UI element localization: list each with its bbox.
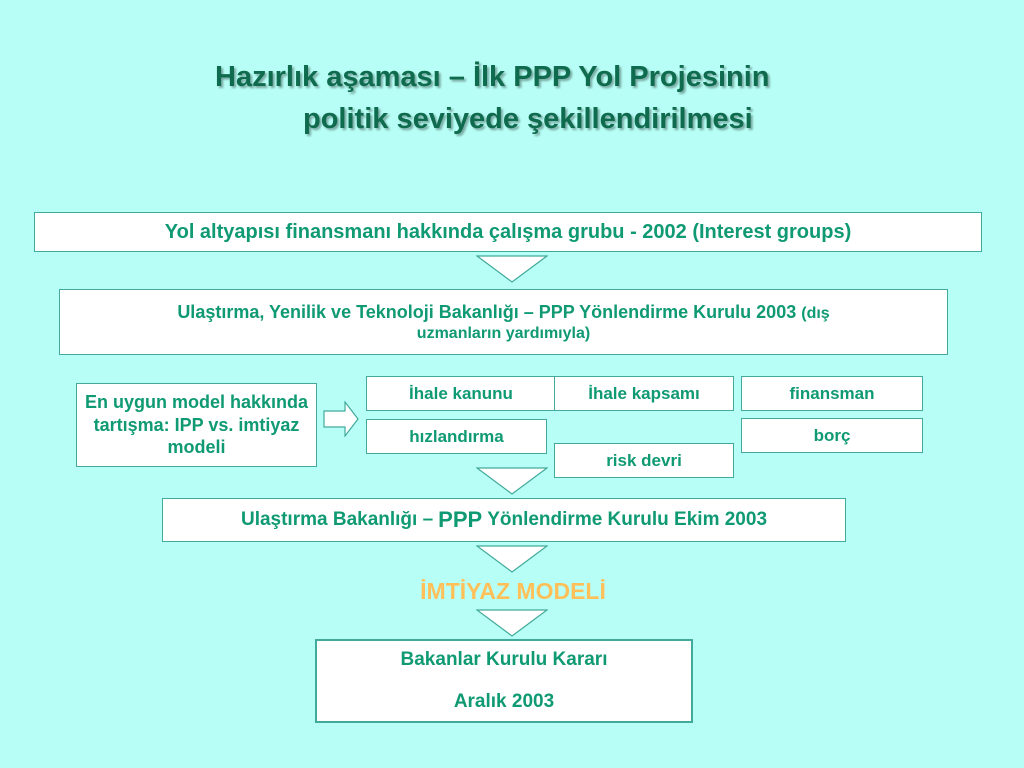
arrow-down-1 <box>476 255 548 283</box>
model-discussion-box <box>76 383 317 467</box>
cabinet-decision-title: Bakanlar Kurulu Kararı <box>400 649 608 671</box>
ministry-2003-post: Yönlendirme Kurulu Ekim 2003 <box>487 509 768 531</box>
cabinet-decision-date: Aralık 2003 <box>453 691 555 712</box>
ministry-committee-note-start: (dış <box>801 304 830 322</box>
topic-ihale-kapsami: İhale kapsamı <box>554 376 734 411</box>
slide-title-line1: Hazırlık aşaması – İlk PPP Yol Projesinin <box>215 61 770 93</box>
arrow-right <box>323 401 359 437</box>
model-discussion-label: En uygun model hakkında tartışma: IPP vs. imtiyaz modeli <box>84 392 309 458</box>
topic-finansman: finansman <box>741 376 923 411</box>
topic-hizlandirma: hızlandırma <box>366 419 547 454</box>
ministry-committee-box <box>59 289 948 355</box>
slide-title-line2: politik seviyede şekillendirilmesi <box>303 103 753 135</box>
concession-model-label: İMTİYAZ MODELİ <box>420 578 606 604</box>
working-group-box <box>34 212 982 252</box>
ministry-2003-pre: Ulaştırma Bakanlığı – <box>240 509 434 531</box>
arrow-down-3 <box>476 545 548 573</box>
arrow-down-4 <box>476 609 548 637</box>
topic-ihale-kanunu: İhale kanunu <box>366 376 556 411</box>
ministry-committee-line1 <box>177 301 829 324</box>
arrow-down-2 <box>476 467 548 495</box>
ministry-2003-ppp: PPP <box>438 507 483 533</box>
ministry-committee-note-end: uzmanların yardımıyla) <box>416 324 591 342</box>
topic-borc: borç <box>741 418 923 453</box>
cabinet-decision-box <box>315 639 693 723</box>
ministry-2003-box <box>162 498 846 542</box>
working-group-label: Yol altyapısı finansmanı hakkında çalışma grubu - 2002 (Interest groups) <box>164 220 852 243</box>
ministry-committee-main: Ulaştırma, Yenilik ve Teknoloji Bakanlığı – PPP Yönlendirme Kurulu 2003 <box>177 301 797 322</box>
topic-risk-devri: risk devri <box>554 443 734 478</box>
